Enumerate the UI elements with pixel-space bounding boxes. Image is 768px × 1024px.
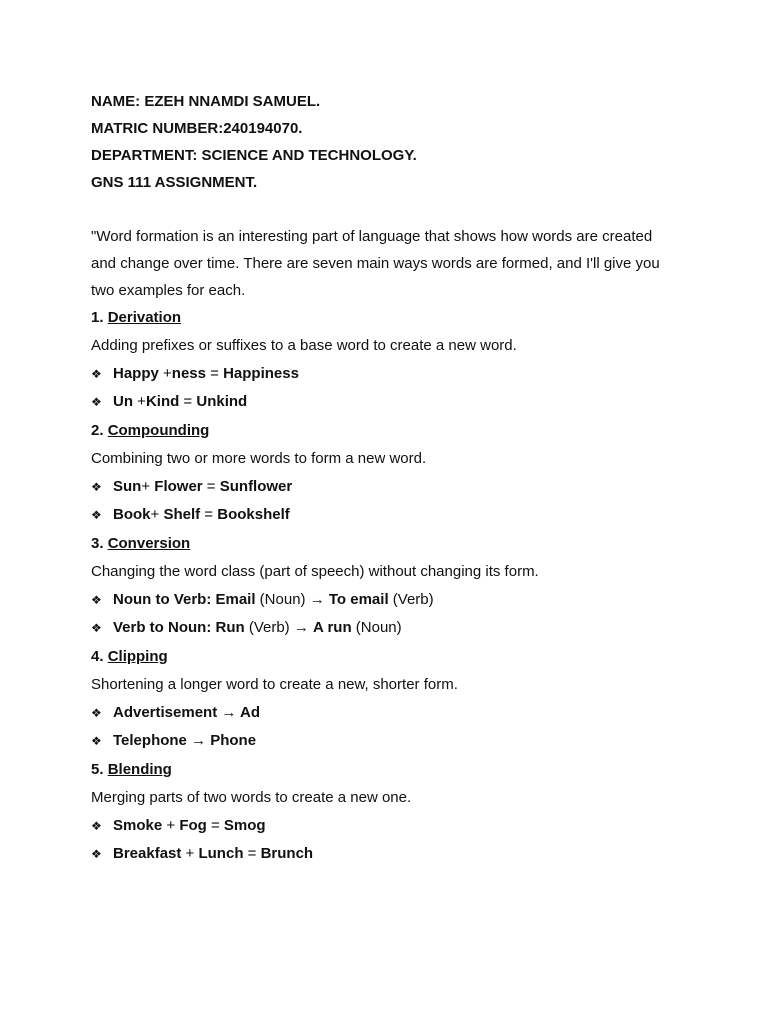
diamond-bullet-icon: ❖	[91, 508, 102, 522]
diamond-bullet-icon: ❖	[91, 706, 102, 720]
matric-number: MATRIC NUMBER:240194070.	[91, 120, 303, 137]
section-description: Combining two or more words to form a new word.	[91, 450, 427, 467]
section-description: Shortening a longer word to create a new, shorter form.	[91, 676, 458, 693]
section-description: Merging parts of two words to create a new one.	[91, 789, 412, 806]
section-number: 3.	[91, 535, 104, 552]
section-number: 2.	[91, 422, 104, 439]
section-heading-derivation	[91, 309, 181, 327]
section-heading-compounding	[91, 422, 209, 440]
diamond-bullet-icon: ❖	[91, 395, 102, 409]
example-item: ❖ Smoke + Fog = Smog	[91, 817, 266, 834]
diamond-bullet-icon: ❖	[91, 847, 102, 861]
section-title: Blending	[107, 761, 172, 778]
section-heading-blending	[91, 761, 172, 779]
section-heading-clipping	[91, 648, 168, 666]
intro-line-1: "Word formation is an interesting part of language that shows how words are created	[91, 228, 653, 245]
diamond-bullet-icon: ❖	[91, 367, 102, 381]
example-item: ❖ Sun+ Flower = Sunflower	[91, 478, 293, 495]
example-item: ❖ Happy +ness = Happiness	[91, 365, 299, 382]
example-item: ❖ Verb to Noun: Run (Verb) → A run (Noun)	[91, 619, 402, 636]
diamond-bullet-icon: ❖	[91, 819, 102, 833]
diamond-bullet-icon: ❖	[91, 621, 102, 635]
intro-line-3: two examples for each.	[91, 282, 246, 299]
section-number: 5.	[91, 761, 104, 778]
section-title: Compounding	[107, 422, 210, 439]
diamond-bullet-icon: ❖	[91, 593, 102, 607]
section-number: 1.	[91, 309, 104, 326]
intro-line-2: and change over time. There are seven main ways words are formed, and I'll give you	[91, 255, 660, 272]
example-item: ❖ Advertisement → Ad	[91, 704, 260, 721]
example-item: ❖ Breakfast + Lunch = Brunch	[91, 845, 314, 862]
section-heading-conversion	[91, 535, 190, 553]
section-description: Changing the word class (part of speech) without changing its form.	[91, 563, 539, 580]
diamond-bullet-icon: ❖	[91, 734, 102, 748]
section-title: Clipping	[107, 648, 168, 665]
assignment-title: GNS 111 ASSIGNMENT.	[91, 174, 258, 191]
example-item: ❖ Noun to Verb: Email (Noun) → To email (Verb)	[91, 591, 434, 608]
section-description: Adding prefixes or suffixes to a base word to create a new word.	[91, 337, 517, 354]
diamond-bullet-icon: ❖	[91, 480, 102, 494]
department: DEPARTMENT: SCIENCE AND TECHNOLOGY.	[91, 147, 417, 164]
section-title: Conversion	[107, 535, 191, 552]
section-title: Derivation	[107, 309, 182, 326]
example-item: ❖ Book+ Shelf = Bookshelf	[91, 506, 290, 523]
example-item: ❖ Telephone → Phone	[91, 732, 257, 749]
section-number: 4.	[91, 648, 104, 665]
example-item: ❖ Un +Kind = Unkind	[91, 393, 248, 410]
student-name: NAME: EZEH NNAMDI SAMUEL.	[91, 93, 321, 110]
